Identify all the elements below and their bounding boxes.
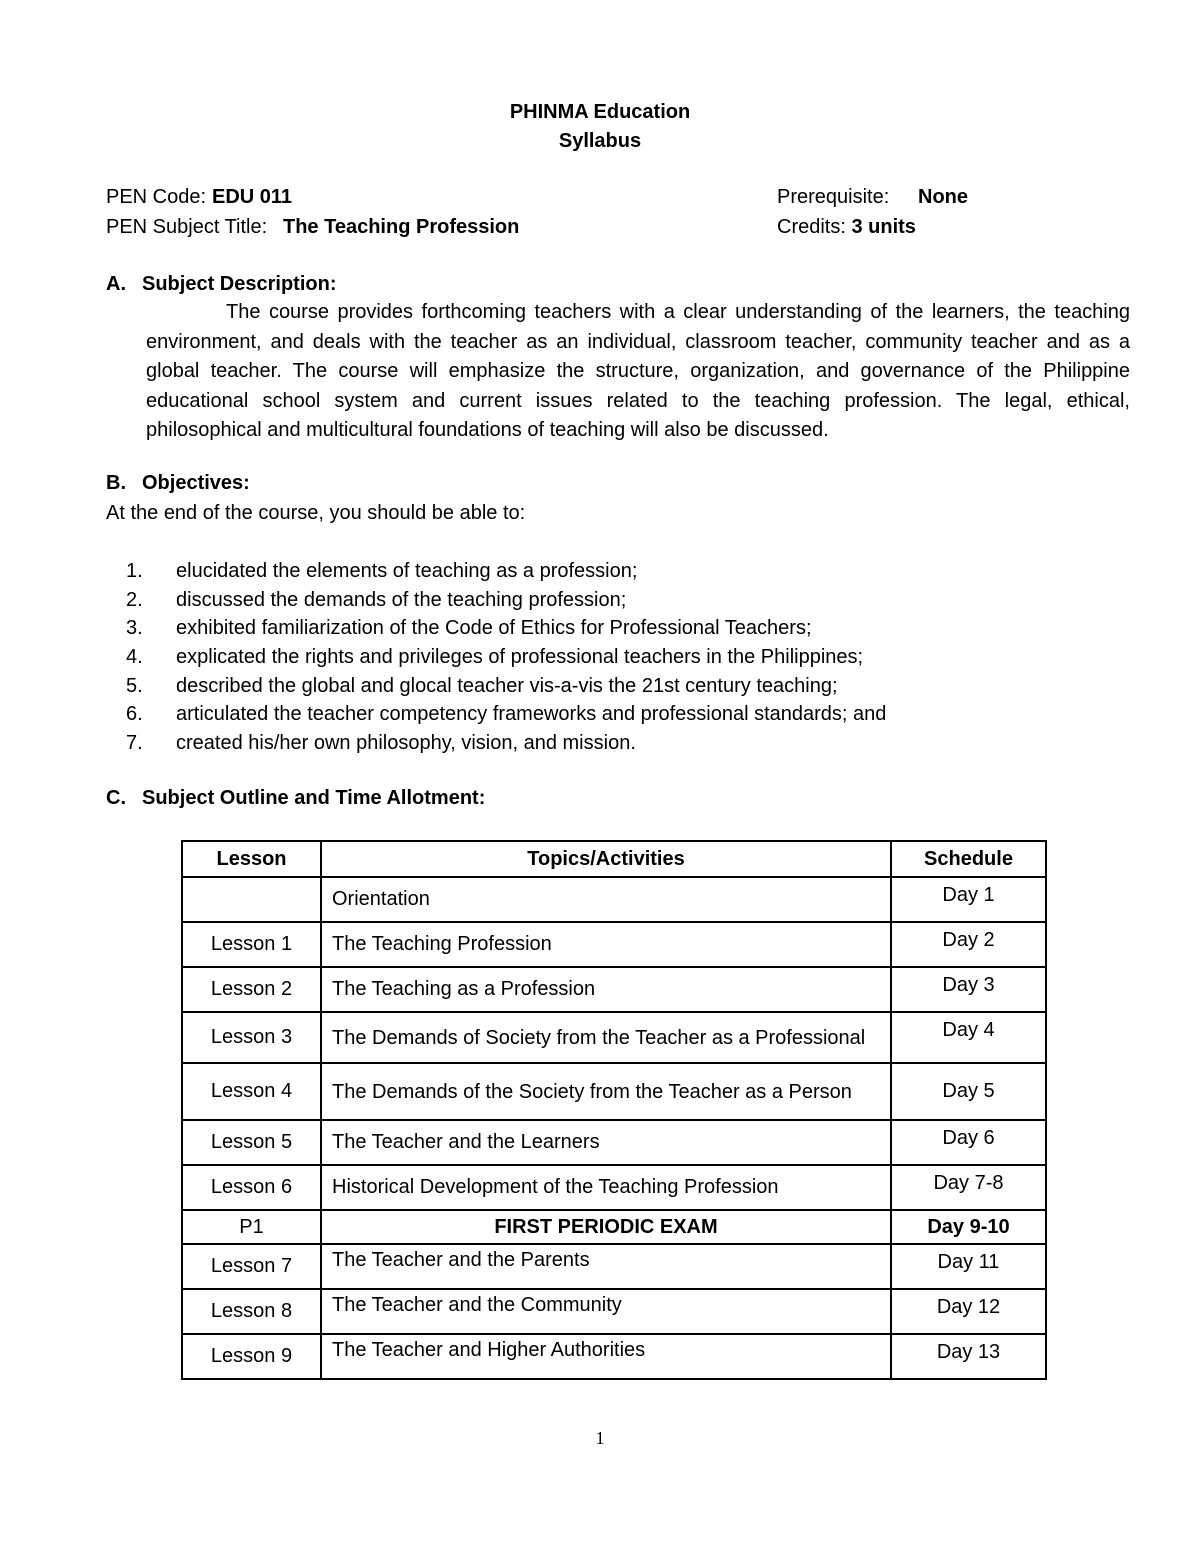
topic-cell: The Teacher and the Parents: [321, 1244, 891, 1289]
schedule-cell: Day 3: [891, 967, 1046, 1012]
page-number: 1: [595, 1428, 605, 1448]
objectives-intro: At the end of the course, you should be able to:: [106, 502, 526, 524]
credits-value: 3 units: [851, 216, 916, 238]
table-row: [182, 1334, 1046, 1379]
section-b-title: Objectives:: [142, 472, 250, 494]
topic-cell: The Teaching as a Profession: [321, 967, 891, 1012]
pen-subject-title-label: PEN Subject Title:: [106, 216, 268, 238]
schedule-cell: Day 2: [891, 922, 1046, 967]
column-header-topics: Topics/Activities: [321, 841, 891, 877]
list-item: 3. exhibited familiarization of the Code of Ethics for Professional Teachers;: [126, 617, 812, 640]
schedule-cell: Day 7-8: [891, 1165, 1046, 1210]
lesson-cell: Lesson 4: [182, 1063, 321, 1120]
list-item: 2. discussed the demands of the teaching profession;: [126, 588, 627, 611]
section-b-letter: B.: [106, 472, 126, 494]
topic-cell: The Demands of Society from the Teacher as a Professional: [321, 1012, 891, 1063]
topic-cell: The Teaching Profession: [321, 922, 891, 967]
topic-cell: The Teacher and the Community: [321, 1289, 891, 1334]
pen-code-value: EDU 011: [212, 186, 293, 208]
schedule-cell: Day 9-10: [891, 1210, 1046, 1244]
prerequisite-label: Prerequisite:: [777, 186, 890, 208]
lesson-cell: Lesson 3: [182, 1012, 321, 1063]
credits-row: [777, 216, 916, 239]
list-item: 4. explicated the rights and privileges of professional teachers in the Philippines;: [126, 646, 864, 669]
table-row: [182, 967, 1046, 1012]
lesson-cell: Lesson 2: [182, 967, 321, 1012]
table-row-exam: [182, 1210, 1046, 1244]
lesson-cell: Lesson 5: [182, 1120, 321, 1165]
doc-type-title: Syllabus: [558, 130, 642, 152]
table-row: [182, 1289, 1046, 1334]
schedule-cell: Day 13: [891, 1334, 1046, 1379]
schedule-cell: Day 1: [891, 877, 1046, 922]
topic-cell: The Teacher and Higher Authorities: [321, 1334, 891, 1379]
schedule-cell: Day 6: [891, 1120, 1046, 1165]
lesson-cell: Lesson 7: [182, 1244, 321, 1289]
lesson-cell: Lesson 8: [182, 1289, 321, 1334]
section-b-heading: [106, 472, 250, 495]
section-a-letter: A.: [106, 273, 126, 295]
section-c-title: Subject Outline and Time Allotment:: [142, 787, 486, 809]
section-a-heading: [106, 273, 336, 296]
table-row: [182, 1120, 1046, 1165]
schedule-cell: Day 4: [891, 1012, 1046, 1063]
section-c-heading: [106, 787, 485, 810]
topic-cell: Orientation: [321, 877, 891, 922]
column-header-lesson: Lesson: [182, 841, 321, 877]
topic-cell: FIRST PERIODIC EXAM: [321, 1210, 891, 1244]
schedule-cell: Day 5: [891, 1063, 1046, 1120]
topic-cell: The Teacher and the Learners: [321, 1120, 891, 1165]
credits-label: Credits:: [777, 216, 846, 238]
table-row: [182, 922, 1046, 967]
topic-cell: The Demands of the Society from the Teacher as a Person: [321, 1063, 891, 1120]
table-row: [182, 1012, 1046, 1063]
lesson-cell: Lesson 1: [182, 922, 321, 967]
table-row: [182, 1244, 1046, 1289]
prerequisite-value: None: [918, 186, 968, 208]
section-a-title: Subject Description:: [142, 273, 337, 295]
lesson-cell: [182, 877, 321, 922]
objectives-list: [126, 557, 886, 758]
table-header-row: [182, 841, 1046, 877]
lesson-cell: Lesson 6: [182, 1165, 321, 1210]
list-item: 6. articulated the teacher competency frameworks and professional standards; and: [126, 703, 887, 726]
org-title: PHINMA Education: [509, 101, 691, 123]
schedule-cell: Day 12: [891, 1289, 1046, 1334]
table-row: [182, 1063, 1046, 1120]
subject-outline-table: [181, 840, 1047, 1380]
column-header-schedule: Schedule: [891, 841, 1046, 877]
list-item: 5. described the global and glocal teacher vis-a-vis the 21st century teaching;: [126, 674, 838, 697]
lesson-cell: P1: [182, 1210, 321, 1244]
table-row: [182, 877, 1046, 922]
pen-code-label: PEN Code:: [106, 186, 207, 208]
section-c-letter: C.: [106, 787, 126, 809]
topic-cell: Historical Development of the Teaching Profession: [321, 1165, 891, 1210]
subject-description: The course provides forthcoming teachers with a clear understanding of the learners, the teaching environment, and deals with the teacher as an individual, classroom teacher, community teacher and as a global teacher. The course will emphasize the structure, organization, and governance of the Philippine educational school system and current issues related to the teaching profession. The legal, ethical, philosophical and multicultural foundations of teaching will also be discussed.: [146, 301, 1130, 442]
schedule-cell: Day 11: [891, 1244, 1046, 1289]
table-row: [182, 1165, 1046, 1210]
list-item: 1. elucidated the elements of teaching as a profession;: [126, 560, 638, 582]
pen-subject-title-value: The Teaching Profession: [283, 216, 520, 238]
list-item: 7. created his/her own philosophy, vision, and mission.: [126, 732, 636, 755]
lesson-cell: Lesson 9: [182, 1334, 321, 1379]
